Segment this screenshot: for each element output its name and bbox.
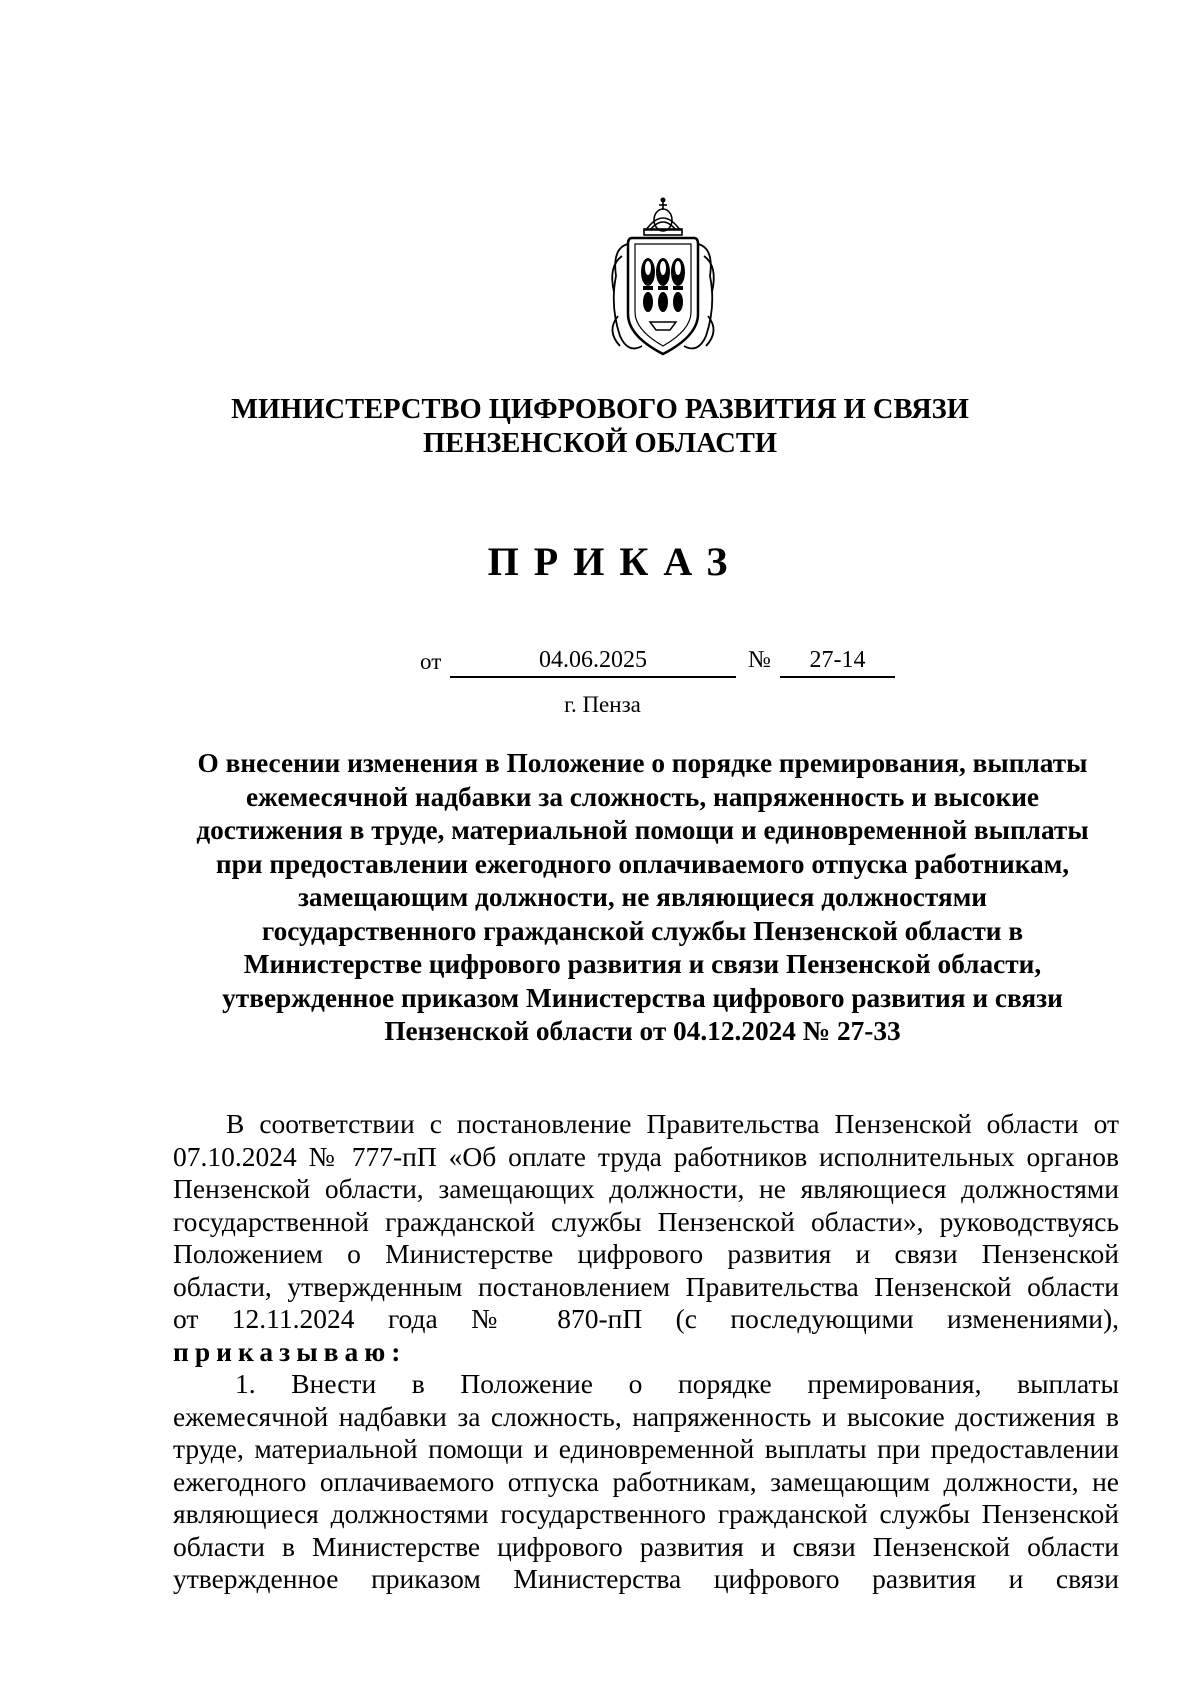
title-line: Пензенской области от 04.12.2024 № 27-33 xyxy=(384,1016,901,1046)
order-word: приказываю: xyxy=(173,1335,407,1367)
body-line: утвержденное приказом Министерства цифрового развития и связи xyxy=(173,1563,1119,1594)
body-line: ежегодного оплачиваемого отпуска работникам, замещающим должности, не xyxy=(173,1465,1119,1497)
title-line: при предоставлении ежегодного оплачиваемого отпуска работникам, xyxy=(215,848,1070,879)
document-date: 04.06.2025 xyxy=(450,645,736,678)
title-line: ежемесячной надбавки за сложность, напряженность и высокие xyxy=(245,781,1040,812)
body-line: В соответствии с постановление Правительства Пензенской области от xyxy=(226,1108,1119,1139)
title-line: Министерстве цифрового развития и связи Пензенской области, xyxy=(243,949,1042,979)
title-line: утвержденное приказом Министерства цифрового развития и связи xyxy=(222,982,1063,1013)
body-line: области в Министерстве цифрового развития и связи Пензенской области xyxy=(173,1530,1119,1562)
ministry-name-line2: ПЕНЗЕНСКОЙ ОБЛАСТИ xyxy=(422,428,778,459)
title-line: государственного гражданской службы Пензенской области в xyxy=(261,915,1024,946)
date-prefix-label: от xyxy=(420,649,442,674)
title-line: замещающим должности, не являющиеся должностями xyxy=(297,882,988,912)
body-line: Положением о Министерстве цифрового развития и связи Пензенской xyxy=(173,1238,1119,1269)
body-line: области, утвержденным постановлением Правительства Пензенской области xyxy=(173,1270,1119,1302)
body-line: ежемесячной надбавки за сложность, напряженность и высокие достижения в xyxy=(173,1400,1119,1432)
title-line: достижения в труде, материальной помощи и единовременной выплаты xyxy=(196,815,1089,845)
body-line: от 12.11.2024 года № 870-пП (с последующими изменениями), xyxy=(173,1303,1119,1334)
item-1-paragraph xyxy=(173,1368,1119,1596)
body-line: труде, материальной помощи и единовременной выплаты при предоставлении xyxy=(173,1433,1119,1464)
coat-of-arms-emblem xyxy=(598,196,728,368)
body-line: государственной гражданской службы Пензенской области», руководствуясь xyxy=(173,1205,1119,1237)
body-line: 07.10.2024 № 777-пП «Об оплате труда работников исполнительных органов xyxy=(173,1140,1119,1172)
document-type-heading: ПРИКАЗ xyxy=(487,539,743,584)
preamble-paragraph xyxy=(173,1108,1119,1368)
city-label: г. Пенза xyxy=(564,692,641,717)
number-sign-label: № xyxy=(748,647,771,673)
body-line: Пензенской области, замещающих должности, не являющиеся должностями xyxy=(173,1173,1119,1204)
body-line: являющиеся должностями государственного гражданской службы Пензенской xyxy=(173,1498,1119,1529)
document-title xyxy=(150,747,1135,1049)
document-number: 27-14 xyxy=(780,645,895,678)
body-line: 1. Внести в Положение о порядке премирования, выплаты xyxy=(235,1368,1119,1399)
ministry-name-line1: МИНИСТЕРСТВО ЦИФРОВОГО РАЗВИТИЯ И СВЯЗИ xyxy=(231,394,969,425)
title-line: О внесении изменения в Положение о порядке премирования, выплаты xyxy=(197,748,1088,778)
